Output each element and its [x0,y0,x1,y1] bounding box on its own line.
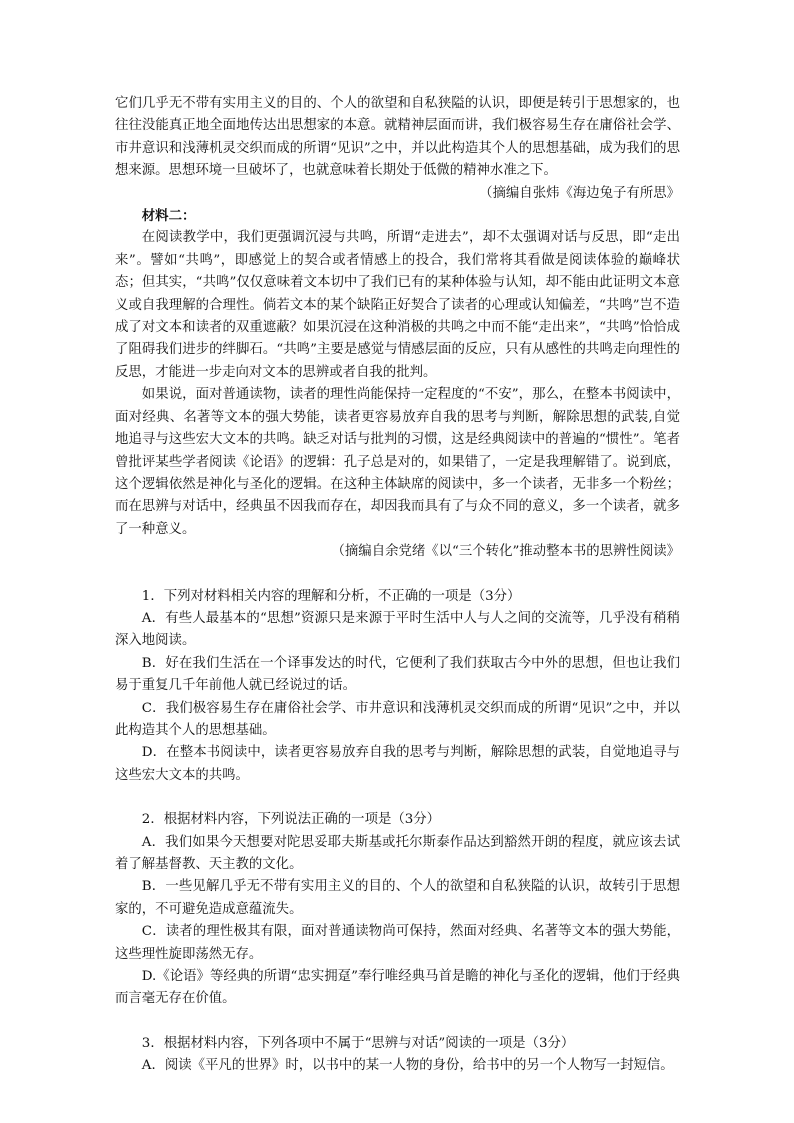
material1-tail-paragraph: 它们几乎无不带有实用主义的目的、个人的欲望和自私狭隘的认识，即便是转引于思想家的，也往往没能真正地全面地传达出思想家的本意。就精神层面而讲，我们极容易生存在庸俗社会学、市井意识和浅薄机灵交织而成的所谓“见识”之中，并以此构造其个人的思想基础，成为我们的思想来源。思想环境一旦破坏了，也就意味着长期处于低微的精神水准之下。 [115,96,680,179]
question-2 [115,809,680,1011]
question-2-option-c: C．读者的理性极其有限，面对普通读物尚可保持，然面对经典、名著等文本的强大势能，这些理性旋即荡然无存。 [115,924,680,962]
material2-heading: 材料二： [141,208,196,225]
material2-paragraph-1: 在阅读教学中，我们更强调沉浸与共鸣，所谓“走进去”，却不太强调对话与反思，即“走出来”。譬如“共鸣”，即感觉上的契合或者情感上的投合，我们常将其看做是阅读体验的巅峰状态；但其实，“共鸣”仅仅意味着文本切中了我们已有的某种体验与认知，却不能由此证明文本意义或自我理解的合理性。倘若文本的某个缺陷正好契合了读者的心理或认知偏差，“共鸣”岂不造成了对文本和读者的双重遮蔽？如果沉浸在这种消极的共鸣之中而不能“走出来”，“共鸣”恰恰成了阻碍我们进步的绊脚石。“共鸣”主要是感觉与情感层面的反应，只有从感性的共鸣走向理性的反思，才能进一步走向对文本的思辨或者自我的批判。 [115,230,680,380]
question-1-option-d: D．在整本书阅读中，读者更容易放弃自我的思考与判断，解除思想的武装，自觉地追寻与这些宏大文本的共鸣。 [115,745,680,783]
question-1-option-b: B．好在我们生活在一个译事发达的时代，它便利了我们获取古今中外的思想，但也让我们易于重复几千年前他人就已经说过的话。 [115,655,680,694]
question-3-stem: 3．根据材料内容，下列各项中不属于“思辨与对话”阅读的一项是（3分） [141,1035,575,1051]
exam-page [115,93,680,1078]
question-1-option-a: A．有些人最基本的“思想”资源只是来源于平时生活中人与人之间的交流等，几乎没有稍稍深入地阅读。 [115,610,680,649]
question-2-option-b: B．一些见解几乎无不带有实用主义的目的、个人的欲望和自私狭隘的认识，故转引于思想家的，不可避免造成意蕴流失。 [115,879,680,917]
question-1-stem: 1．下列对材料相关内容的理解和分析，不正确的一项是（3分） [141,588,521,604]
material2-source: （摘编自余党绪《以“三个转化”推动整本书的思辨性阅读》 [331,544,680,560]
question-1-option-c: C．我们极容易生存在庸俗社会学、市井意识和浅薄机灵交织而成的所谓“见识”之中，并以此构造其个人的思想基础。 [115,700,680,738]
question-2-option-a: A．我们如果今天想要对陀思妥耶夫斯基或托尔斯泰作品达到豁然开朗的程度，就应该去试着了解基督教、天主教的文化。 [115,834,680,872]
question-2-option-d: D.《论语》等经典的所谓“忠实拥趸”奉行唯经典马首是瞻的神化与圣化的逻辑，他们于经典而言毫无存在价值。 [115,969,680,1007]
question-2-stem: 2．根据材料内容，下列说法正确的一项是（3分） [141,812,441,828]
material2-paragraph-2: 如果说，面对普通读物，读者的理性尚能保持一定程度的“不安”，那么，在整本书阅读中，面对经典、名著等文本的强大势能，读者更容易放弃自我的思考与判断，解除思想的武装,自觉地追寻与这些宏大文本的共鸣。缺乏对话与批判的习惯，这是经典阅读中的普遍的“惯性”。笔者曾批评某些学者阅读《论语》的逻辑：孔子总是对的，如果错了，一定是我理解错了。说到底，这个逻辑依然是神化与圣化的逻辑。在这种主体缺席的阅读中，多一个读者，无非多一个粉丝；而在思辨与对话中，经典虽不因我而存在，却因我而具有了与众不同的意义，多一个读者，就多了一种意义。 [115,387,680,537]
material1-source: （摘编自张炜《海边兔子有所思》 [479,185,680,201]
question-3-option-a: A．阅读《平凡的世界》时，以书中的某一人物的身份，给书中的另一个人物写一封短信。 [141,1058,674,1074]
question-1 [115,586,680,788]
question-3 [115,1033,680,1078]
